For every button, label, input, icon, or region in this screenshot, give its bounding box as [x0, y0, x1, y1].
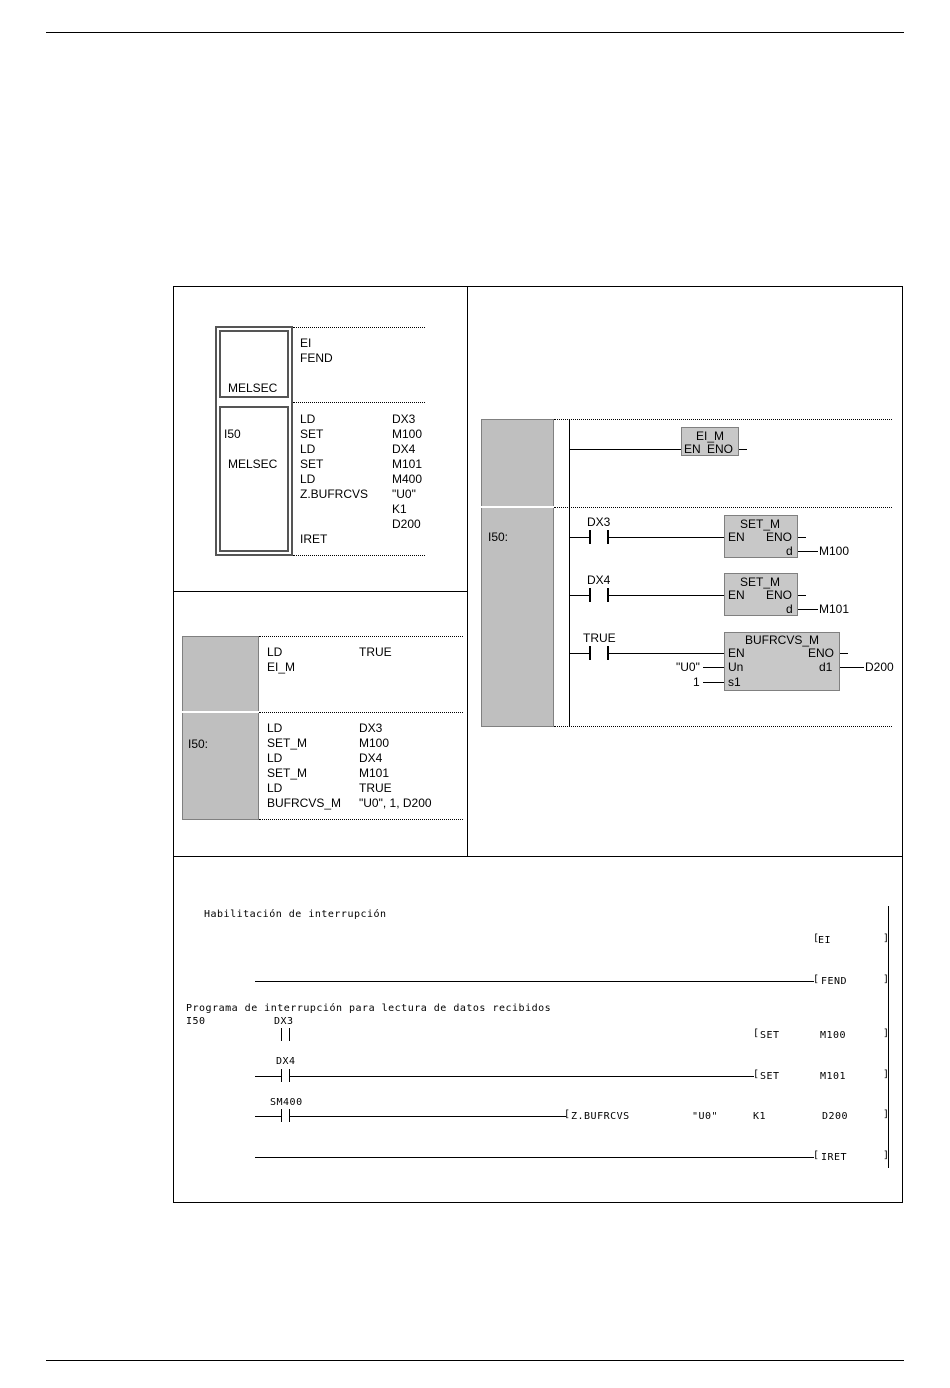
- dotted-separator: [259, 636, 463, 637]
- instruction: LD: [267, 721, 283, 735]
- instruction: EI: [300, 336, 312, 350]
- operand: M101: [392, 457, 423, 471]
- fb-pin-eno: ENO: [707, 442, 734, 456]
- ladder-operand: M100: [820, 1030, 847, 1041]
- ladder-instruction: Z.BUFRCVS: [571, 1111, 630, 1122]
- operand: DX3: [392, 412, 416, 426]
- bracket-close: ]: [883, 1028, 890, 1039]
- wire: [609, 595, 724, 596]
- block-label: MELSEC: [228, 457, 278, 471]
- iec-gray-column: [182, 636, 259, 820]
- bracket-open: [: [813, 933, 820, 944]
- operand: "U0": [392, 487, 416, 501]
- ladder-instruction: FEND: [821, 976, 848, 987]
- header-rule: [46, 32, 904, 33]
- dotted-separator: [259, 819, 463, 820]
- bracket-open: [: [813, 1150, 820, 1161]
- instruction: LD: [300, 442, 316, 456]
- contact-bar: [589, 530, 591, 544]
- wire: [798, 551, 818, 552]
- ladder-comment: Programa de interrupción para lectura de datos recibidos: [186, 1003, 552, 1014]
- ladder-wire: [255, 1157, 814, 1158]
- ladder-pointer: I50: [186, 1016, 206, 1027]
- contact-bar: [281, 1069, 282, 1082]
- operand: TRUE: [359, 645, 392, 659]
- contact-label: DX3: [587, 515, 611, 529]
- fb-pin-d: d: [786, 544, 793, 558]
- ladder-comment: Habilitación de interrupción: [204, 909, 387, 920]
- fb-pin-en: EN: [728, 588, 745, 602]
- ladder-wire: [255, 1116, 281, 1117]
- ladder-instruction: SET: [760, 1030, 780, 1041]
- instruction: SET: [300, 457, 324, 471]
- operand: DX4: [392, 442, 416, 456]
- operand: M100: [392, 427, 423, 441]
- bracket-close: ]: [883, 1150, 890, 1161]
- panel-divider-vertical: [467, 286, 468, 857]
- instruction: FEND: [300, 351, 333, 365]
- input-label: "U0": [676, 660, 700, 674]
- iec-row-gap: [182, 711, 259, 713]
- wire: [569, 653, 589, 654]
- output-label: D200: [865, 660, 894, 674]
- contact-bar: [589, 646, 591, 660]
- operand: D200: [392, 517, 421, 531]
- panel-divider-horizontal: [173, 856, 903, 857]
- instruction: Z.BUFRCVS: [300, 487, 369, 501]
- instruction: SET_M: [267, 766, 308, 780]
- instruction: IRET: [300, 532, 328, 546]
- wire: [569, 449, 681, 450]
- fbd-power-rail: [569, 419, 570, 727]
- bracket-open: [: [753, 1069, 760, 1080]
- instruction: SET_M: [267, 736, 308, 750]
- fb-pin-d: d: [786, 602, 793, 616]
- fb-pin-d1: d1: [819, 660, 833, 674]
- ladder-instruction: IRET: [821, 1152, 848, 1163]
- instruction: EI_M: [267, 660, 296, 674]
- dotted-separator: [293, 327, 425, 328]
- wire: [569, 595, 589, 596]
- wire: [609, 537, 724, 538]
- bracket-open: [: [753, 1028, 760, 1039]
- wire: [798, 609, 818, 610]
- pointer-label: I50:: [488, 530, 509, 544]
- fb-pin-eno: ENO: [766, 588, 793, 602]
- fbd-row-gap: [481, 506, 554, 508]
- wire: [609, 653, 724, 654]
- instruction: LD: [300, 412, 316, 426]
- contact-bar: [281, 1109, 282, 1122]
- pointer-label: I50:: [188, 737, 209, 751]
- operand: DX3: [359, 721, 383, 735]
- wire: [703, 682, 724, 683]
- fb-pin-s1: s1: [728, 675, 741, 689]
- dotted-separator: [293, 402, 425, 403]
- contact-bar: [289, 1028, 290, 1041]
- ladder-wire: [290, 1076, 754, 1077]
- bracket-open: [: [564, 1109, 571, 1120]
- wire: [703, 667, 724, 668]
- contact-bar: [281, 1028, 282, 1041]
- fb-name: EI_M: [696, 429, 725, 443]
- contact-label: TRUE: [583, 631, 616, 645]
- footer-rule: [46, 1360, 904, 1361]
- fb-pin-eno: ENO: [808, 646, 835, 660]
- wire: [739, 449, 747, 450]
- input-label: 1: [693, 675, 700, 689]
- operand: "U0", 1, D200: [359, 796, 432, 810]
- ladder-operand: K1: [753, 1111, 767, 1122]
- wire: [798, 537, 806, 538]
- output-label: M100: [819, 544, 850, 558]
- fb-name: SET_M: [740, 575, 781, 589]
- instruction: LD: [267, 645, 283, 659]
- ladder-operand: "U0": [692, 1111, 719, 1122]
- dotted-separator: [259, 712, 463, 713]
- wire: [840, 653, 848, 654]
- bracket-close: ]: [883, 1069, 890, 1080]
- ladder-wire: [255, 1076, 281, 1077]
- dotted-separator: [554, 419, 892, 420]
- bracket-close: ]: [883, 933, 890, 944]
- ladder-wire: [290, 1116, 566, 1117]
- contact-label: DX4: [587, 573, 611, 587]
- instruction: LD: [267, 751, 283, 765]
- fb-pin-en: EN: [684, 442, 701, 456]
- pointer-label: I50: [224, 427, 241, 441]
- fb-pin-eno: ENO: [766, 530, 793, 544]
- instruction: LD: [300, 472, 316, 486]
- operand: K1: [392, 502, 407, 516]
- wire: [798, 595, 806, 596]
- contact-label: SM400: [270, 1097, 303, 1108]
- operand: M100: [359, 736, 390, 750]
- operand: M101: [359, 766, 390, 780]
- contact-label: DX3: [274, 1016, 294, 1027]
- output-label: M101: [819, 602, 850, 616]
- dotted-separator: [554, 507, 892, 508]
- dotted-separator: [293, 555, 425, 556]
- block-label: MELSEC: [228, 381, 278, 395]
- ladder-instruction: EI: [818, 935, 832, 946]
- panel-divider-left: [173, 591, 468, 592]
- instruction: LD: [267, 781, 283, 795]
- fbd-gray-column: [481, 419, 554, 727]
- bracket-close: ]: [883, 974, 890, 985]
- dotted-separator: [554, 726, 892, 727]
- fb-pin-en: EN: [728, 646, 745, 660]
- operand: DX4: [359, 751, 383, 765]
- fb-pin-en: EN: [728, 530, 745, 544]
- instruction: SET: [300, 427, 324, 441]
- contact-bar: [589, 588, 591, 602]
- ladder-instruction: SET: [760, 1071, 780, 1082]
- wire: [840, 667, 864, 668]
- bracket-close: ]: [883, 1109, 890, 1120]
- ladder-wire: [255, 981, 814, 982]
- fb-name: SET_M: [740, 517, 781, 531]
- fb-name: BUFRCVS_M: [745, 633, 820, 647]
- fb-pin-un: Un: [728, 660, 744, 674]
- bracket-open: [: [813, 974, 820, 985]
- instruction: BUFRCVS_M: [267, 796, 342, 810]
- wire: [569, 537, 589, 538]
- ladder-operand: D200: [822, 1111, 849, 1122]
- operand: M400: [392, 472, 423, 486]
- ladder-operand: M101: [820, 1071, 847, 1082]
- operand: TRUE: [359, 781, 392, 795]
- contact-label: DX4: [276, 1056, 296, 1067]
